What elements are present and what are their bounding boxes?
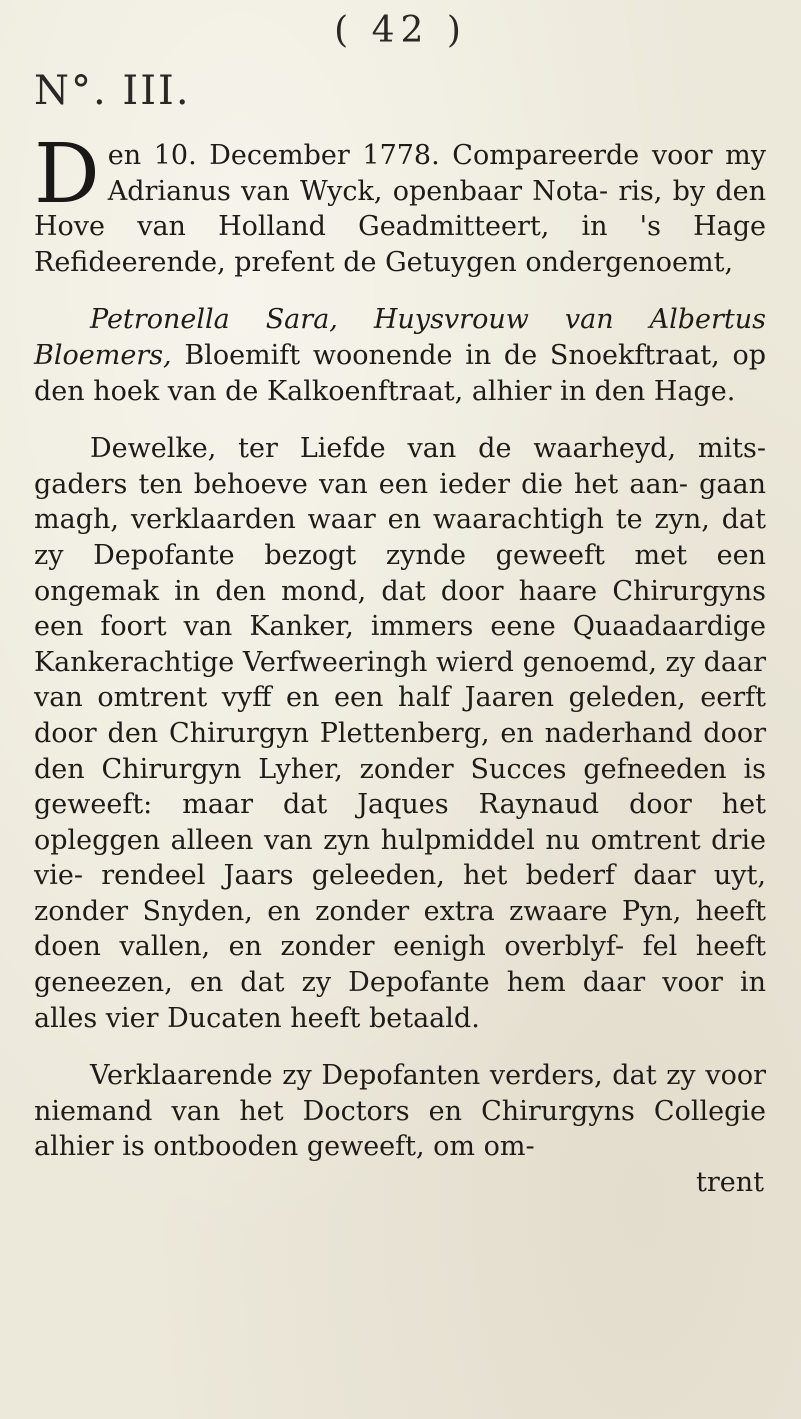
page-number: ( 42 ) (334, 10, 467, 51)
paragraph-1 (34, 127, 766, 280)
paragraph-1-text: en 10. December 1778. Compareerde voor my Adrianus van Wyck, openbaar Nota- ris, by den Hove van Holland Geadmitteert, in 's Hage Refideerende, prefent de Getuygen ondergenoemt, (34, 140, 766, 278)
paragraph-4-text: Verklaarende zy Depofanten verders, dat zy voor niemand van het Doctors en Chirurgyns Collegie alhier is ontbooden geweeft, om om- (34, 1060, 766, 1163)
paragraph-4 (34, 1058, 766, 1200)
body-text (34, 127, 766, 1201)
drop-cap: D (34, 127, 100, 222)
paragraph-2-text: Bloemift woonende in de Snoekftraat, op den hoek van de Kalkoenftraat, alhier in den Hage. (34, 339, 766, 407)
paragraph-2 (34, 302, 766, 409)
paragraph-3-text: Dewelke, ter Liefde van de waarheyd, mits- gaders ten behoeve van een ieder die het aan- gaan magh, verklaarden waar en waarachtigh te zyn, dat zy Depofante bezogt zynde geweeft met een ongemak in den mond, dat door haare Chirurgyns een foort van Kanker, immers eene Quaadaardige Kankerachtige Verfweeringh wierd genoemd, zy daar van omtrent vyff en een half Jaaren geleden, eerft door den Chirurgyn Plettenberg, en naderhand door den Chirurgyn Lyher, zonder Succes gefneeden is geweeft: maar dat Jaques Raynaud door het opleggen alleen van zyn hulpmiddel nu omtrent drie vie- rendeel Jaars geleeden, het bederf daar uyt, zonder Snyden, en zonder extra zwaare Pyn, heeft doen vallen, en zonder eenigh overblyf- fel heeft geneezen, en dat zy Depofante hem daar voor in alles vier Ducaten heeft betaald. (34, 433, 766, 1034)
catchword: trent (696, 1167, 764, 1199)
paragraph-3 (34, 431, 766, 1036)
person-names: Petronella Sara, Huysvrouw van Albertus Bloemers, (34, 304, 766, 371)
section-number: N°. III. (34, 68, 191, 114)
